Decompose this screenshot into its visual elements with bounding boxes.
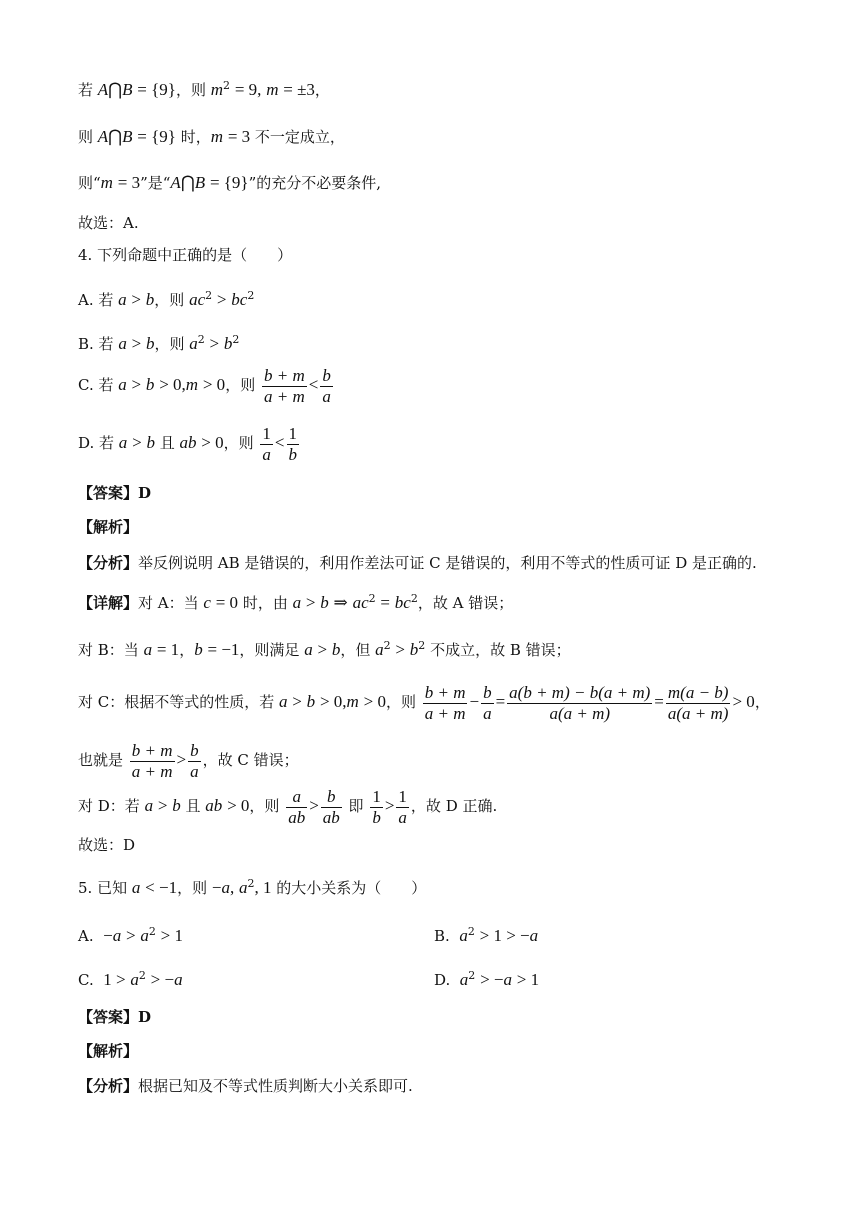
- q4-detail-c: 对 C：根据不等式的性质，若 a > b > 0,m > 0，则 $\frac{b + m}{a + m}$ − $\frac{b}{a}$ = $\frac{a(b + m) - b(a + m)}{a(a + m)}$ = $\frac{m(a - b)}{a(a + m)}$ > 0，: [78, 683, 770, 723]
- q5-option-c: C. $1 > a^2 > -a$: [78, 969, 183, 989]
- q4-option-c: C. 若 a > b > 0,m > 0，则 $\frac{b + m}{a + m}$ < $\frac{b}{a}$: [78, 366, 331, 406]
- q5-option-d: D. $a^2 > -a > 1$: [434, 969, 540, 989]
- q5-option-b: B. $a^2 > 1 > -a$: [434, 925, 539, 945]
- q5-stem: 5. 已知 a < −1，则 −a, $a^2$, 1 的大小关系为（ ）: [78, 877, 427, 897]
- solution-choose: 故选：A.: [78, 214, 139, 232]
- q4-option-a: A. 若 a > b，则 $ac^2 > bc^2$: [78, 289, 255, 309]
- q5-answer: 【答案】D: [78, 1008, 152, 1026]
- solution-line-1: 若 A⋂B = {9}，则 $m^2 = 9$, m = ±3，: [78, 79, 330, 99]
- q5-option-a: A. $-a > a^2 > 1$: [78, 925, 184, 945]
- q4-fenxi: 【分析】举反例说明 AB 是错误的，利用作差法可证 C 是错误的，利用不等式的性质可证 D 是正确的.: [78, 554, 757, 572]
- q4-option-d: D. 若 a > b 且 ab > 0，则 $\frac{1}{a}$ < $\frac{1}{b}$: [78, 424, 297, 464]
- q4-choose: 故选：D: [78, 836, 136, 854]
- q4-answer: 【答案】D: [78, 484, 152, 502]
- q4-detail-a: 【详解】对 A：当 c = 0 时，由 a > b ⇒ $ac^2 = bc^2$，故 A 错误；: [78, 592, 514, 612]
- solution-line-2: 则 A⋂B = {9} 时，m = 3 不一定成立，: [78, 127, 345, 146]
- q5-jiexi: 【解析】: [78, 1042, 139, 1060]
- q4-detail-d: 对 D：若 a > b 且 ab > 0，则 $\frac{a}{ab}$ > $\frac{b}{ab}$ 即 $\frac{1}{b}$ > $\frac{1}{a}$ ，故 D 正确.: [78, 787, 498, 827]
- q5-fenxi: 【分析】根据已知及不等式性质判断大小关系即可.: [78, 1077, 413, 1095]
- q4-detail-b: 对 B：当 a = 1，b = −1，则满足 a > b，但 $a^2 > b^2$ 不成立，故 B 错误；: [78, 639, 571, 659]
- q4-detail-c2: 也就是 $\frac{b + m}{a + m}$ > $\frac{b}{a}$ ，故 C 错误；: [78, 741, 299, 781]
- solution-line-3: 则“m = 3”是“A⋂B = {9}”的充分不必要条件,: [78, 173, 382, 192]
- q4-jiexi: 【解析】: [78, 518, 139, 536]
- q4-stem: 4. 下列命题中正确的是（ ）: [78, 246, 293, 264]
- q4-option-b: B. 若 a > b，则 $a^2 > b^2$: [78, 333, 240, 353]
